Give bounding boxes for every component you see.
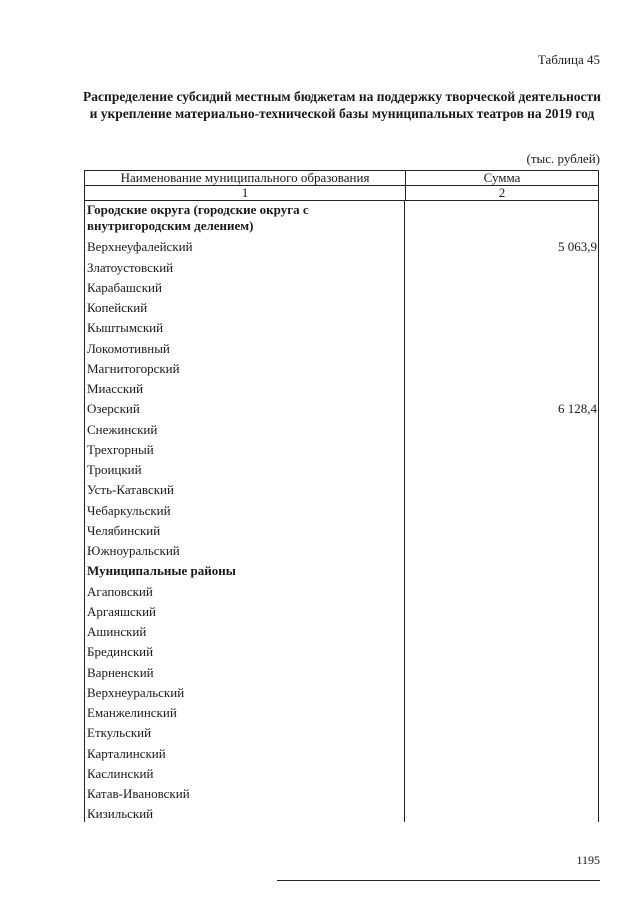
table-row [84,397,599,417]
table-row [84,255,599,275]
column-number-1: 1 [84,186,406,200]
table-row [84,276,599,296]
table-row [84,417,599,437]
table-section-heading [84,559,599,579]
document-title: Распределение субсидий местным бюджетам на поддержку творческой деятельности и укрепление материально-технической базы муниципальных театров на 2019 год [83,89,601,121]
table-row [84,235,599,255]
municipality-name: Карабашский [87,279,162,295]
table-row [84,539,599,559]
column-number-2: 2 [406,186,599,200]
municipality-name: Локомотивный [87,340,170,356]
municipality-name: Еткульский [87,725,152,741]
table-row [84,498,599,518]
table-header-row [84,170,599,186]
municipality-name: Верхнеуральский [87,684,185,700]
municipality-name: Карталинский [87,745,166,761]
municipality-name: Южноуральский [87,543,180,558]
table-row [84,762,599,782]
table-row [84,620,599,640]
municipality-name: Чебаркульский [87,502,171,518]
table-row [84,701,599,721]
municipality-name: Аргаяшский [87,603,156,619]
municipality-name: Верхнеуфалейский [87,239,193,255]
table-section-heading [84,201,599,235]
column-header-name: Наименование муниципального образования [84,171,406,185]
municipality-name: Миасский [87,381,144,396]
municipality-name: Ашинский [87,624,147,639]
subsidy-amount: 5 063,9 [558,239,597,255]
table-row [84,519,599,539]
municipality-name: Кизильский [87,806,154,822]
table-row [84,782,599,802]
table-row [84,316,599,336]
units-label: (тыс. рублей) [526,151,600,166]
subsidy-table [84,170,599,822]
table-row [84,458,599,478]
table-row [84,681,599,701]
municipality-name: Златоустовский [87,259,174,275]
municipality-name: Кыштымский [87,320,164,336]
table-row [84,802,599,822]
subsidy-amount: 6 128,4 [558,401,597,417]
table-row [84,478,599,498]
municipality-name: Усть-Катавский [87,482,174,498]
municipality-name: Варненский [87,664,154,680]
table-row [84,357,599,377]
municipality-name: Еманжелинский [87,705,177,720]
municipality-name: Магнитогорский [87,360,180,376]
municipality-name: Брединский [87,644,154,660]
table-row [84,336,599,356]
table-row [84,600,599,620]
table-row [84,741,599,761]
table-row [84,377,599,397]
table-row [84,438,599,458]
footer-rule [277,880,600,881]
table-row [84,721,599,741]
table-row [84,296,599,316]
municipality-name: Каслинский [87,765,154,781]
municipality-name: Муниципальные районы [87,563,236,579]
table-row [84,579,599,599]
table-number: Таблица 45 [537,52,600,67]
column-divider [404,201,405,822]
municipality-name: Городские округа (городские округа с внутригородским делением) [87,202,309,233]
municipality-name: Агаповский [87,583,153,599]
municipality-name: Катав-Ивановский [87,786,190,801]
page-number: 1195 [576,853,600,867]
municipality-name: Озерский [87,401,140,417]
table-row [84,640,599,660]
table-body [84,201,599,822]
municipality-name: Челябинский [87,522,161,538]
municipality-name: Трехгорный [87,441,154,457]
table-column-numbers-row [84,186,599,201]
municipality-name: Троицкий [87,462,142,477]
municipality-name: Копейский [87,300,148,315]
column-header-sum: Сумма [406,171,599,185]
municipality-name: Снежинский [87,421,158,437]
table-row [84,660,599,680]
